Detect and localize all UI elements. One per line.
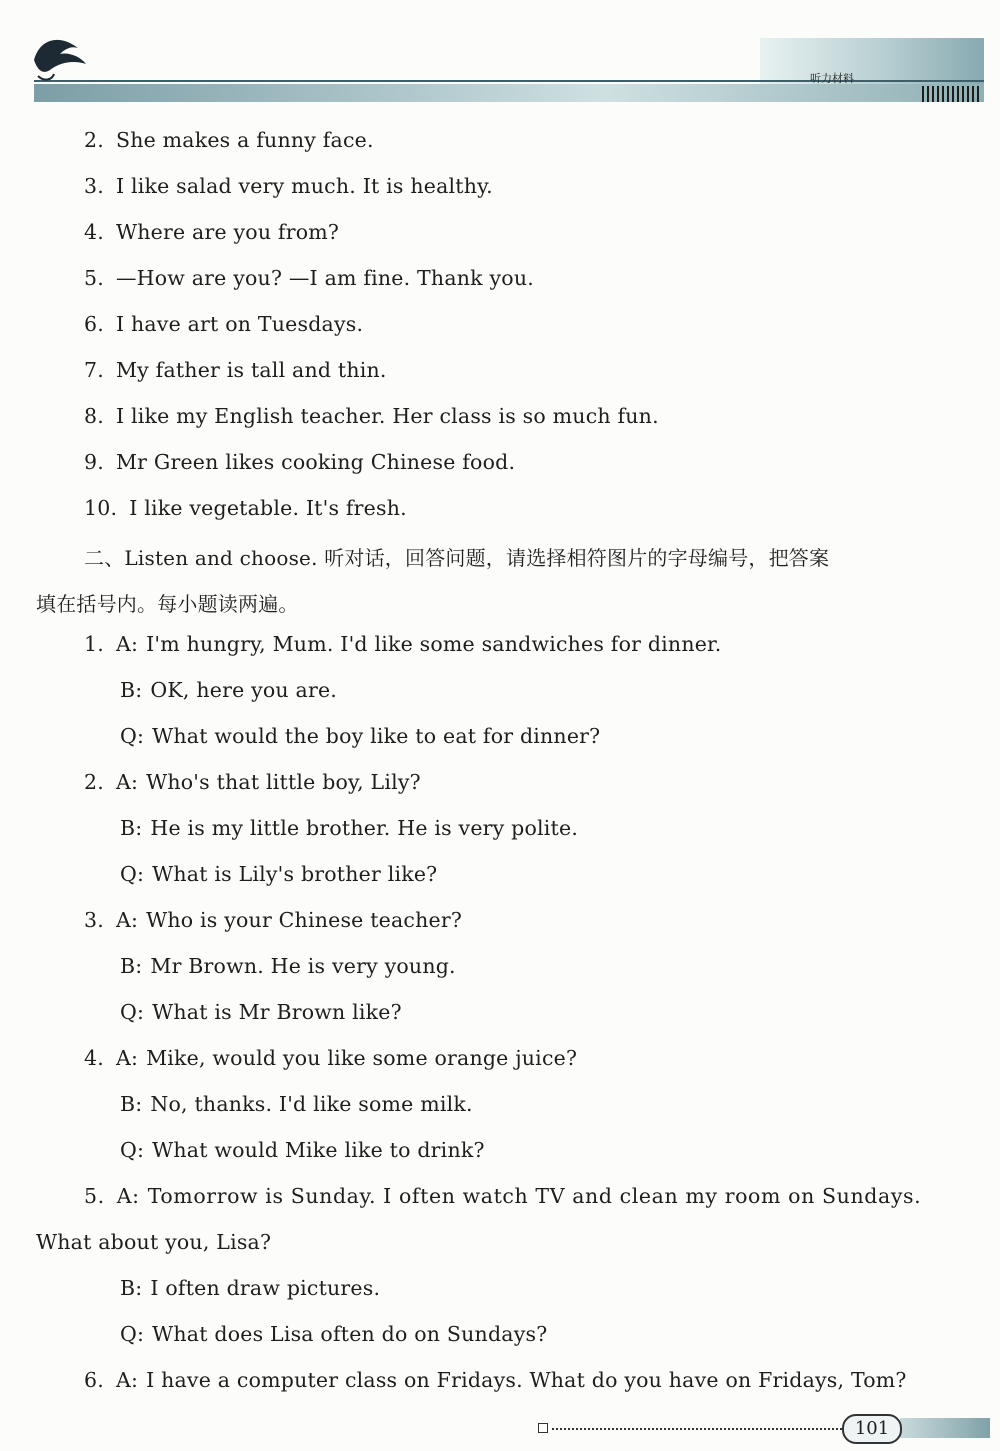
dialogue-q: Q: What would Mike like to drink?	[120, 1138, 485, 1162]
list-item: 9. Mr Green likes cooking Chinese food.	[84, 450, 516, 474]
list-item: 4. Where are you from?	[84, 220, 340, 244]
dialogue-a: 3. A: Who is your Chinese teacher?	[84, 908, 463, 932]
section-label: 听力材料	[810, 72, 854, 85]
list-item: 7. My father is tall and thin.	[84, 358, 387, 382]
list-item: 3. I like salad very much. It is healthy.	[84, 174, 493, 198]
list-item: 10. I like vegetable. It's fresh.	[84, 496, 407, 520]
list-item: 5. —How are you? —I am fine. Thank you.	[84, 266, 534, 290]
header-tab	[760, 38, 984, 84]
dialogue-q: Q: What is Mr Brown like?	[120, 1000, 402, 1024]
dialogue-a: 1. A: I'm hungry, Mum. I'd like some sandwiches for dinner.	[84, 632, 722, 656]
dialogue-b: B: No, thanks. I'd like some milk.	[120, 1092, 473, 1116]
header-band	[34, 84, 984, 102]
dialogue-a: 5. A: Tomorrow is Sunday. I often watch TV and clean my room on Sundays.	[84, 1184, 922, 1208]
dolphin-logo-icon	[30, 30, 90, 85]
page-number: 101	[842, 1414, 902, 1444]
list-item: 8. I like my English teacher. Her class is so much fun.	[84, 404, 659, 428]
section-heading-cont: 填在括号内。每小题读两遍。	[36, 592, 299, 616]
list-item: 2. She makes a funny face.	[84, 128, 374, 152]
section-heading: 二、Listen and choose. 听对话，回答问题，请选择相符图片的字母编号，把答案	[84, 546, 830, 570]
footer-decoration	[900, 1418, 990, 1438]
list-item: 6. I have art on Tuesdays.	[84, 312, 364, 336]
page-header	[0, 0, 1000, 110]
dialogue-a: 2. A: Who's that little boy, Lily?	[84, 770, 421, 794]
dialogue-b: B: He is my little brother. He is very polite.	[120, 816, 579, 840]
barcode-decoration	[922, 86, 982, 102]
dialogue-q: Q: What does Lisa often do on Sundays?	[120, 1322, 548, 1346]
dialogue-q: Q: What is Lily's brother like?	[120, 862, 438, 886]
dialogue-b: B: I often draw pictures.	[120, 1276, 381, 1300]
footer-dotted-rule	[552, 1428, 842, 1430]
dialogue-b: B: OK, here you are.	[120, 678, 338, 702]
dialogue-a: 6. A: I have a computer class on Fridays. What do you have on Fridays, Tom?	[84, 1368, 907, 1392]
dialogue-a: 4. A: Mike, would you like some orange juice?	[84, 1046, 578, 1070]
dialogue-a-cont: What about you, Lisa?	[36, 1230, 272, 1254]
dialogue-b: B: Mr Brown. He is very young.	[120, 954, 456, 978]
footer-square	[538, 1423, 548, 1433]
dialogue-q: Q: What would the boy like to eat for dinner?	[120, 724, 601, 748]
